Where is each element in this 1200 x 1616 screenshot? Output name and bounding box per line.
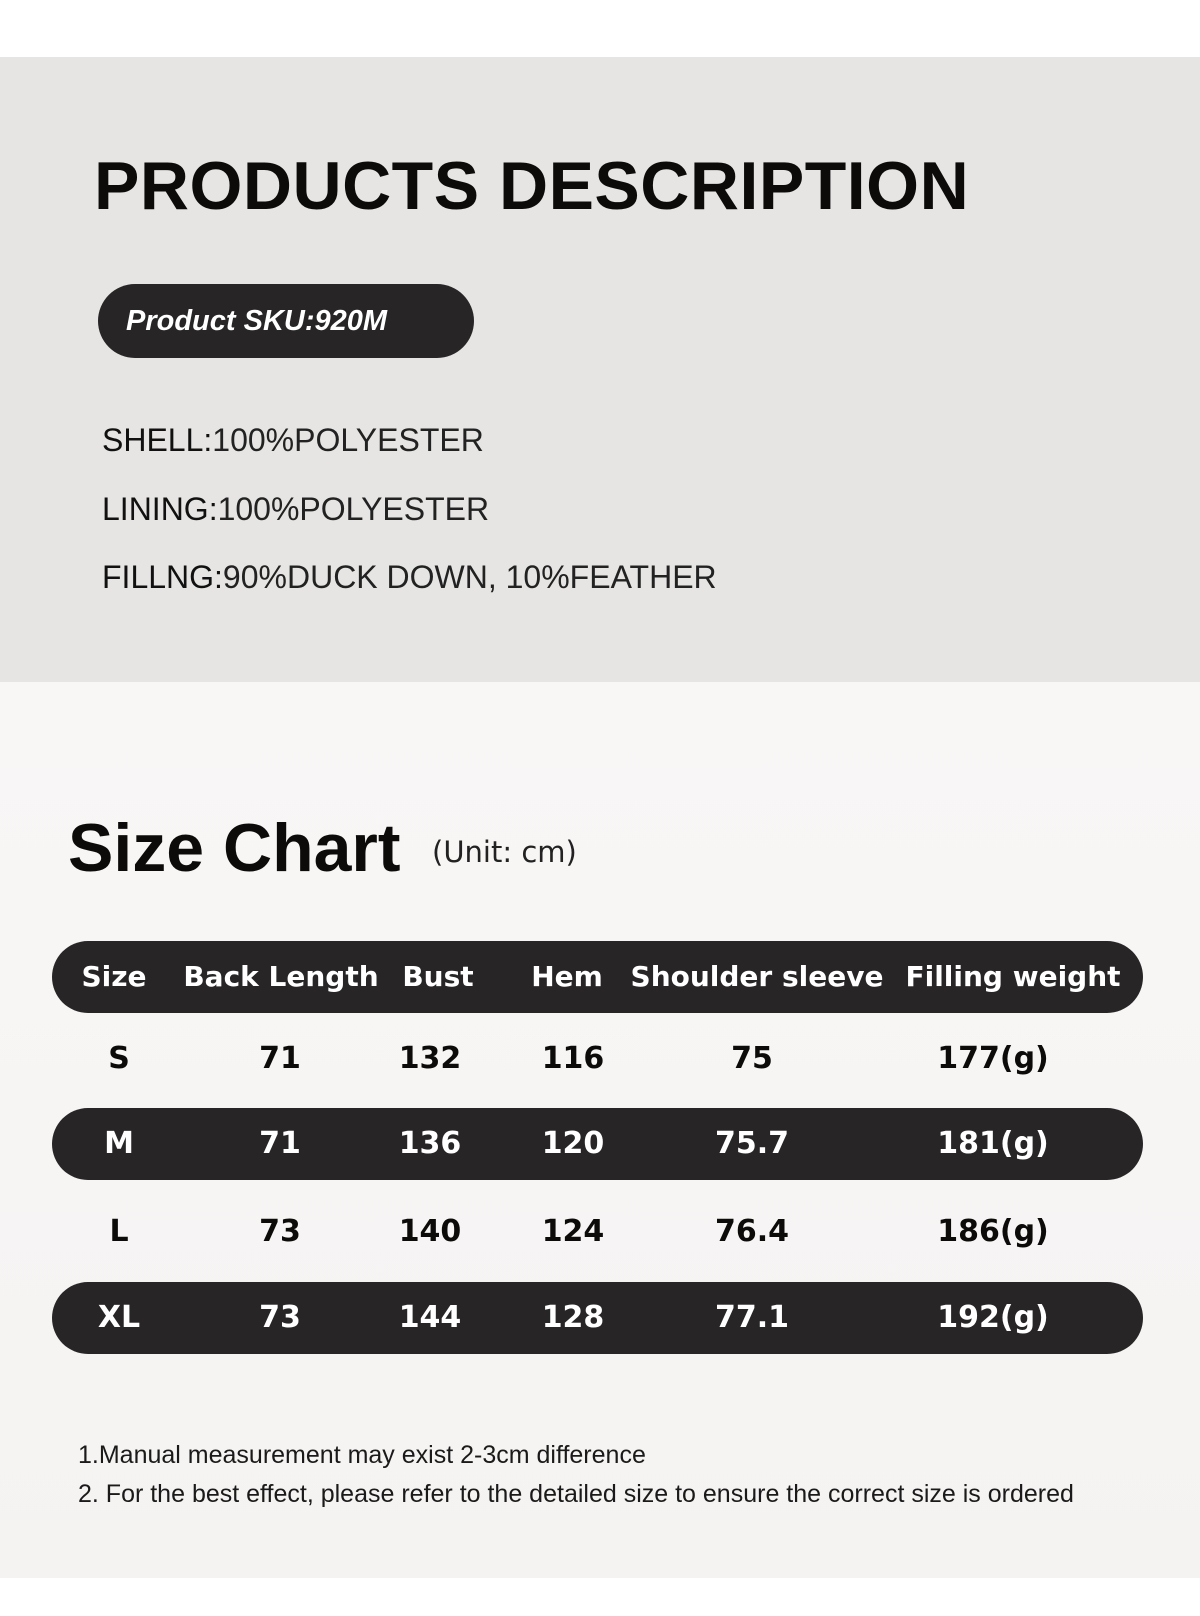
spec-shell (102, 420, 484, 460)
cell-back-length: 73 (259, 1214, 301, 1249)
cell-bust: 132 (398, 1041, 462, 1076)
cell-size: M (104, 1126, 134, 1161)
note-size-advice: 2. For the best effect, please refer to the detailed size to ensure the correct size is ordered (78, 1480, 1074, 1508)
cell-size: L (109, 1214, 129, 1249)
cell-shoulder-sleeve: 75 (731, 1041, 773, 1076)
spec-value: 90%DUCK DOWN, 10%FEATHER (222, 559, 717, 595)
spec-filling (102, 557, 717, 597)
cell-hem: 116 (541, 1041, 605, 1076)
header-bust: Bust (402, 960, 474, 993)
cell-filling-weight: 177(g) (937, 1041, 1049, 1076)
cell-bust: 144 (398, 1300, 462, 1335)
spec-value: 100%POLYESTER (217, 491, 490, 527)
size-chart-unit: (Unit: cm) (432, 835, 577, 869)
cell-hem: 124 (541, 1214, 605, 1249)
cell-filling-weight: 192(g) (937, 1300, 1049, 1335)
cell-bust: 136 (398, 1126, 462, 1161)
spec-key: LINING: (102, 491, 218, 527)
spec-key: SHELL: (102, 422, 213, 458)
cell-shoulder-sleeve: 76.4 (714, 1214, 790, 1249)
spec-value: 100%POLYESTER (212, 422, 484, 458)
size-table-header (52, 941, 1143, 1013)
cell-bust: 140 (398, 1214, 462, 1249)
note-measurement: 1.Manual measurement may exist 2-3cm difference (78, 1441, 646, 1469)
spec-key: FILLNG: (102, 559, 223, 595)
cell-back-length: 71 (259, 1126, 301, 1161)
header-shoulder-sleeve: Shoulder sleeve (630, 960, 884, 993)
cell-filling-weight: 181(g) (937, 1126, 1049, 1161)
cell-back-length: 73 (259, 1300, 301, 1335)
size-chart-title: Size Chart (68, 810, 401, 886)
size-row-xl (52, 1282, 1143, 1354)
cell-shoulder-sleeve: 77.1 (714, 1300, 790, 1335)
cell-size: XL (97, 1300, 141, 1335)
cell-hem: 128 (541, 1300, 605, 1335)
cell-filling-weight: 186(g) (937, 1214, 1049, 1249)
header-hem: Hem (531, 960, 603, 993)
cell-hem: 120 (541, 1126, 605, 1161)
size-row-m (52, 1108, 1143, 1180)
header-back-length: Back Length (183, 960, 379, 993)
cell-shoulder-sleeve: 75.7 (714, 1126, 790, 1161)
sku-badge (98, 284, 474, 358)
cell-back-length: 71 (259, 1041, 301, 1076)
header-size: Size (81, 960, 147, 993)
header-filling-weight: Filling weight (905, 960, 1121, 993)
description-title: PRODUCTS DESCRIPTION (94, 148, 970, 224)
size-row-l (52, 1196, 1143, 1268)
sku-label: Product SKU:920M (126, 305, 388, 337)
size-row-s (52, 1023, 1143, 1095)
cell-size: S (108, 1041, 130, 1076)
spec-lining (102, 489, 489, 529)
